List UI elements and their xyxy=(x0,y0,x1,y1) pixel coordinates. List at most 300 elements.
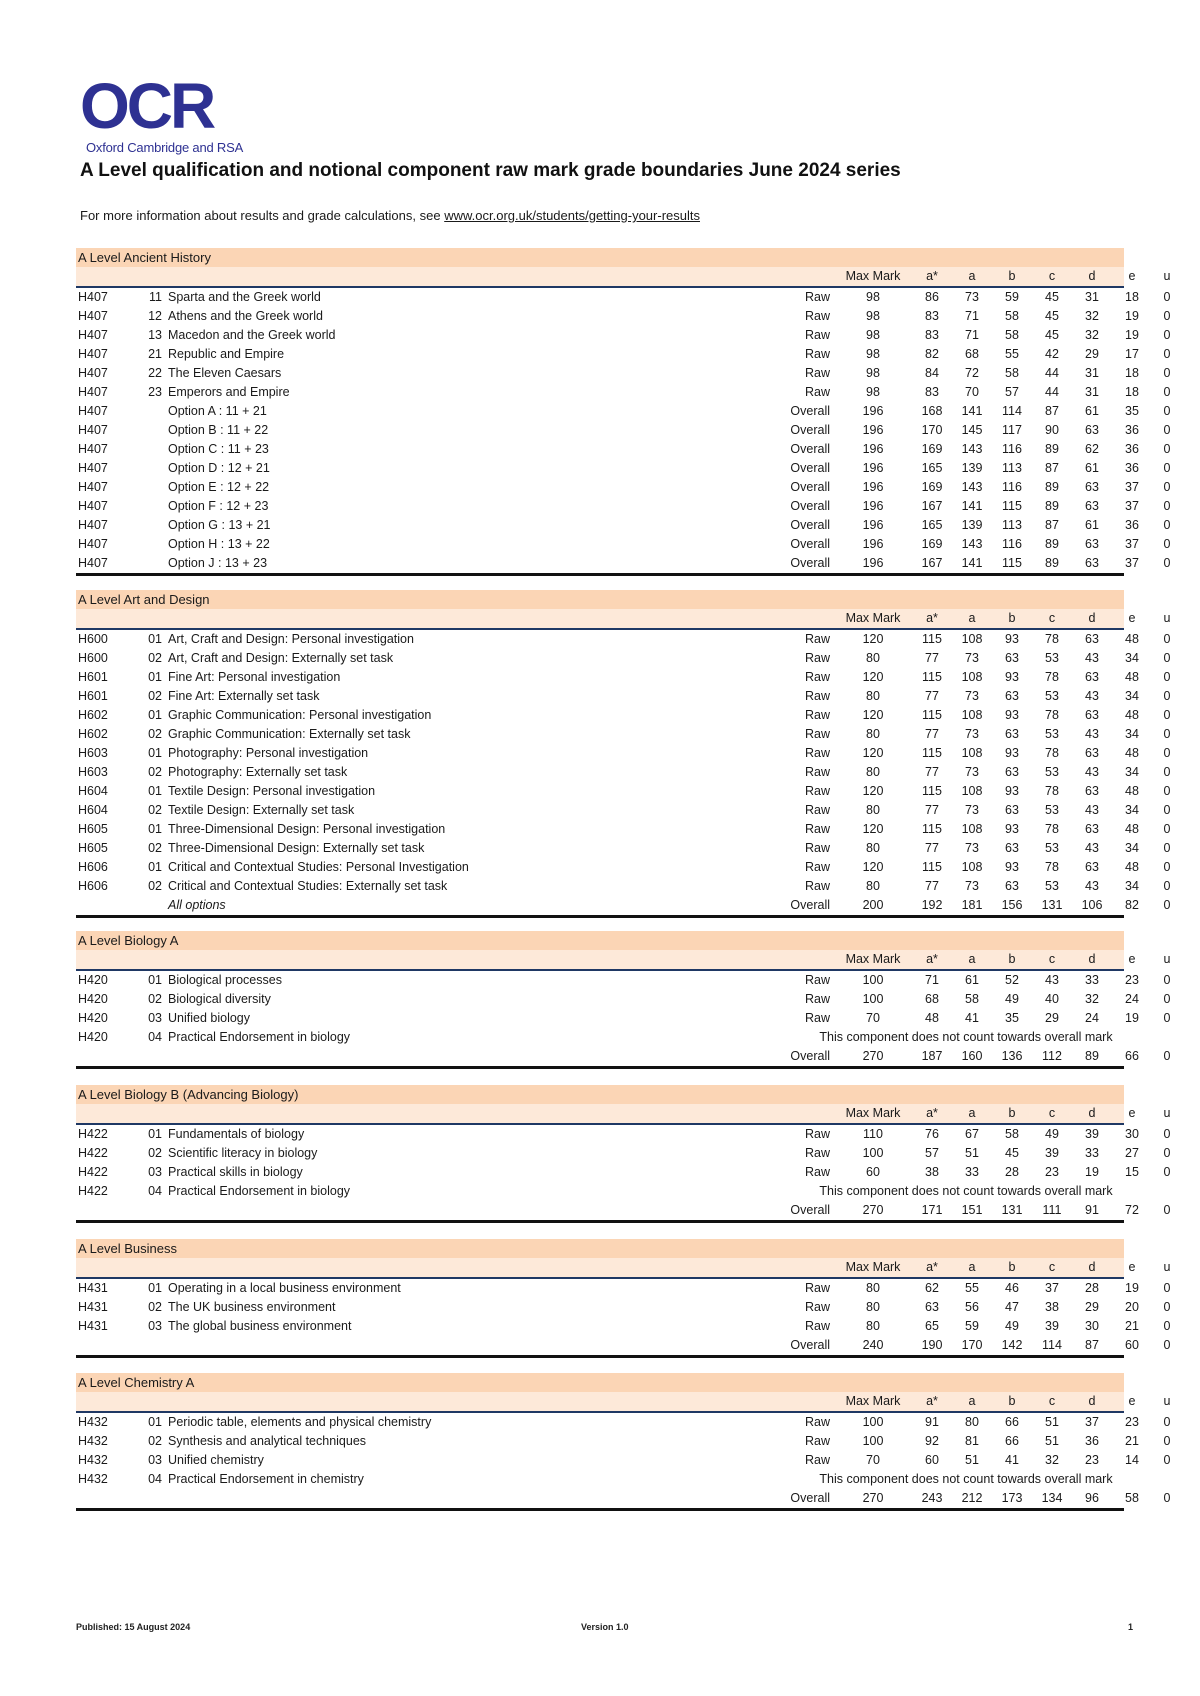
qualification-code: H603 xyxy=(78,746,108,760)
grade-boundary: 89 xyxy=(1045,499,1059,513)
qualification-code: H407 xyxy=(78,366,108,380)
max-mark: 196 xyxy=(862,556,884,570)
grade-boundary: 165 xyxy=(921,518,943,532)
grade-boundary: 60 xyxy=(925,1453,939,1467)
mark-type: Raw xyxy=(804,670,830,684)
grade-boundary: 63 xyxy=(1005,765,1019,779)
table-row xyxy=(76,782,1171,801)
subject-section xyxy=(76,1373,1171,1511)
grade-boundary: 62 xyxy=(1085,442,1099,456)
grade-header: c xyxy=(1048,1394,1056,1408)
grade-boundary: 0 xyxy=(1163,727,1171,741)
grade-header: a* xyxy=(926,1394,938,1408)
qualification-code: H600 xyxy=(78,651,108,665)
component-number: 02 xyxy=(148,1434,162,1448)
grade-boundary: 83 xyxy=(925,309,939,323)
table-row xyxy=(76,649,1171,668)
grade-boundary: 0 xyxy=(1163,499,1171,513)
component-number: 02 xyxy=(148,727,162,741)
grade-header: u xyxy=(1163,611,1171,625)
grade-boundary: 45 xyxy=(1005,1146,1019,1160)
table-row xyxy=(76,1470,1124,1489)
qualification-code: H407 xyxy=(78,556,108,570)
table-row xyxy=(76,1201,1171,1220)
grade-boundary: 73 xyxy=(965,689,979,703)
qualification-code: H432 xyxy=(78,1472,108,1486)
grade-boundary: 34 xyxy=(1125,651,1139,665)
grade-boundary: 115 xyxy=(922,784,942,798)
section-divider xyxy=(76,1355,1124,1358)
qualification-code: H605 xyxy=(78,841,108,855)
grade-boundary: 53 xyxy=(1045,803,1059,817)
grade-boundary: 91 xyxy=(925,1415,939,1429)
mark-type: Overall xyxy=(790,461,830,475)
component-number xyxy=(136,440,162,459)
table-row xyxy=(76,497,1171,516)
grade-boundary: 113 xyxy=(1002,461,1022,475)
component-title: Fine Art: Personal investigation xyxy=(168,670,341,684)
mark-type: Overall xyxy=(790,1338,830,1352)
table-row xyxy=(76,1047,1171,1066)
grade-boundary: 108 xyxy=(961,822,983,836)
mark-type: Overall xyxy=(790,1203,830,1217)
grade-boundary: 89 xyxy=(1045,480,1059,494)
grade-boundary: 41 xyxy=(965,1011,979,1025)
section-divider xyxy=(76,1220,1124,1223)
max-mark: 80 xyxy=(866,879,880,893)
table-row xyxy=(76,744,1171,763)
qualification-code: H407 xyxy=(78,328,108,342)
mark-type: Raw xyxy=(804,689,830,703)
grade-boundary: 108 xyxy=(961,708,983,722)
max-mark: 196 xyxy=(862,480,884,494)
component-number: 02 xyxy=(148,689,162,703)
table-row xyxy=(76,554,1171,573)
grade-boundary: 49 xyxy=(1005,1319,1019,1333)
qualification-code: H407 xyxy=(78,404,108,418)
grade-boundary: 61 xyxy=(1085,518,1099,532)
grade-boundary: 115 xyxy=(922,632,942,646)
grade-boundary: 38 xyxy=(925,1165,939,1179)
grade-boundary: 92 xyxy=(925,1434,939,1448)
grade-boundary: 45 xyxy=(1045,328,1059,342)
grade-boundary: 73 xyxy=(965,803,979,817)
component-number: 02 xyxy=(148,803,162,817)
grade-boundary: 71 xyxy=(965,309,979,323)
component-note: This component does not count towards overall mark xyxy=(819,1030,1113,1044)
grade-header: u xyxy=(1163,269,1171,283)
component-title: Option D : 12 + 21 xyxy=(168,461,270,475)
max-mark-header: Max Mark xyxy=(845,1260,901,1274)
mark-type: Raw xyxy=(804,1281,830,1295)
grade-boundary: 160 xyxy=(961,1049,983,1063)
grade-boundary: 169 xyxy=(921,480,943,494)
qualification-code: H602 xyxy=(78,708,108,722)
qualification-code: H601 xyxy=(78,670,108,684)
mark-type: Raw xyxy=(804,1011,830,1025)
qualification-code: H432 xyxy=(78,1453,108,1467)
grade-boundary: 187 xyxy=(921,1049,943,1063)
grade-boundary: 53 xyxy=(1045,879,1059,893)
subject-section xyxy=(76,590,1171,918)
grade-boundary: 27 xyxy=(1125,1146,1139,1160)
grade-boundary: 44 xyxy=(1045,385,1059,399)
grade-boundary: 114 xyxy=(1042,1338,1062,1352)
component-title: Option G : 13 + 21 xyxy=(168,518,271,532)
max-mark: 70 xyxy=(866,1011,880,1025)
grade-boundary: 32 xyxy=(1085,328,1099,342)
column-header-row xyxy=(76,267,1171,288)
grade-header: u xyxy=(1163,1394,1171,1408)
grade-boundary: 108 xyxy=(961,670,983,684)
mark-type: Overall xyxy=(790,898,830,912)
grade-boundary: 28 xyxy=(1005,1165,1019,1179)
grade-boundary: 31 xyxy=(1085,290,1099,304)
grade-boundary: 73 xyxy=(965,727,979,741)
grade-header: b xyxy=(1008,611,1016,625)
qualification-code: H601 xyxy=(78,689,108,703)
grade-boundary: 59 xyxy=(965,1319,979,1333)
grade-boundary: 63 xyxy=(925,1300,939,1314)
component-number: 02 xyxy=(148,651,162,665)
grade-boundary: 0 xyxy=(1163,366,1171,380)
component-title: Biological processes xyxy=(168,973,282,987)
grade-boundary: 117 xyxy=(1002,423,1022,437)
grade-header: e xyxy=(1128,611,1136,625)
logo-wordmark: OCR xyxy=(80,70,214,142)
ocr-logo xyxy=(80,70,280,155)
component-number: 01 xyxy=(148,708,162,722)
mark-type: Raw xyxy=(804,1165,830,1179)
max-mark: 70 xyxy=(866,1453,880,1467)
grade-boundary: 212 xyxy=(961,1491,983,1505)
qualification-code: H606 xyxy=(78,860,108,874)
grade-boundary: 40 xyxy=(1045,992,1059,1006)
qualification-code: H407 xyxy=(78,537,108,551)
component-number: 04 xyxy=(148,1030,162,1044)
grade-boundary: 48 xyxy=(925,1011,939,1025)
grade-header: c xyxy=(1048,269,1056,283)
table-row xyxy=(76,877,1171,896)
component-title: Practical Endorsement in biology xyxy=(168,1184,351,1198)
grade-boundary: 87 xyxy=(1045,518,1059,532)
grade-header: a* xyxy=(926,269,938,283)
component-number: 21 xyxy=(148,347,162,361)
max-mark: 98 xyxy=(866,347,880,361)
max-mark-header: Max Mark xyxy=(845,952,901,966)
grade-boundary: 34 xyxy=(1125,803,1139,817)
grade-boundary: 65 xyxy=(925,1319,939,1333)
grade-boundary: 151 xyxy=(961,1203,983,1217)
grade-header: c xyxy=(1048,952,1056,966)
component-title: Graphic Communication: Personal investigation xyxy=(168,708,432,722)
section-divider xyxy=(76,573,1124,576)
component-title: Three-Dimensional Design: Externally set task xyxy=(168,841,425,855)
qualification-code: H603 xyxy=(78,765,108,779)
mark-type: Raw xyxy=(804,803,830,817)
subject-section xyxy=(76,248,1171,576)
grade-boundary: 19 xyxy=(1085,1165,1099,1179)
component-number: 01 xyxy=(148,1415,162,1429)
grade-boundary: 0 xyxy=(1163,765,1171,779)
section-title: A Level Chemistry A xyxy=(76,1373,1124,1392)
component-title: Textile Design: Externally set task xyxy=(168,803,355,817)
grade-boundary: 80 xyxy=(965,1415,979,1429)
max-mark: 196 xyxy=(862,537,884,551)
qualification-code: H420 xyxy=(78,1030,108,1044)
grade-header: u xyxy=(1163,952,1171,966)
grade-boundary: 32 xyxy=(1085,992,1099,1006)
qualification-code: H432 xyxy=(78,1434,108,1448)
grade-boundary: 106 xyxy=(1081,898,1103,912)
grade-header: d xyxy=(1088,952,1096,966)
results-link[interactable]: www.ocr.org.uk/students/getting-your-results xyxy=(444,208,700,223)
grade-boundary: 0 xyxy=(1163,708,1171,722)
grade-boundary: 169 xyxy=(921,537,943,551)
grade-boundary: 37 xyxy=(1125,499,1139,513)
component-number xyxy=(136,896,162,915)
mark-type: Raw xyxy=(804,1300,830,1314)
grade-boundary: 57 xyxy=(925,1146,939,1160)
max-mark: 196 xyxy=(862,499,884,513)
component-title: Practical skills in biology xyxy=(168,1165,303,1179)
grade-boundary: 145 xyxy=(961,423,983,437)
grade-boundary: 0 xyxy=(1163,1300,1171,1314)
grade-boundary: 0 xyxy=(1163,556,1171,570)
table-row xyxy=(76,839,1171,858)
grade-boundary: 63 xyxy=(1085,556,1099,570)
qualification-code: H432 xyxy=(78,1415,108,1429)
component-number xyxy=(136,535,162,554)
qualification-code: H407 xyxy=(78,461,108,475)
max-mark: 80 xyxy=(866,765,880,779)
grade-boundary: 63 xyxy=(1085,746,1099,760)
grade-boundary: 115 xyxy=(1002,499,1022,513)
table-row xyxy=(76,1163,1171,1182)
component-number: 13 xyxy=(148,328,162,342)
table-row xyxy=(76,326,1171,345)
component-number xyxy=(136,402,162,421)
mark-type: Overall xyxy=(790,499,830,513)
grade-boundary: 136 xyxy=(1001,1049,1023,1063)
component-number: 03 xyxy=(148,1011,162,1025)
grade-boundary: 20 xyxy=(1125,1300,1139,1314)
max-mark: 98 xyxy=(866,385,880,399)
grade-boundary: 36 xyxy=(1125,423,1139,437)
table-row xyxy=(76,1279,1171,1298)
table-row xyxy=(76,383,1171,402)
grade-boundary: 77 xyxy=(925,765,939,779)
qualification-code: H422 xyxy=(78,1146,108,1160)
grade-boundary: 49 xyxy=(1005,992,1019,1006)
qualification-code: H422 xyxy=(78,1127,108,1141)
grade-boundary: 58 xyxy=(1005,366,1019,380)
subject-section xyxy=(76,931,1171,1069)
grade-boundary: 89 xyxy=(1045,442,1059,456)
component-title: Biological diversity xyxy=(168,992,271,1006)
grade-boundary: 73 xyxy=(965,841,979,855)
grade-boundary: 115 xyxy=(922,708,942,722)
component-title: Option J : 13 + 23 xyxy=(168,556,268,570)
table-row xyxy=(76,535,1171,554)
qualification-code: H600 xyxy=(78,632,108,646)
grade-boundary: 77 xyxy=(925,689,939,703)
component-number: 02 xyxy=(148,992,162,1006)
grade-boundary: 23 xyxy=(1125,1415,1139,1429)
max-mark: 80 xyxy=(866,1319,880,1333)
mark-type: Raw xyxy=(804,784,830,798)
grade-boundary: 53 xyxy=(1045,689,1059,703)
grade-boundary: 34 xyxy=(1125,765,1139,779)
grade-boundary: 15 xyxy=(1125,1165,1139,1179)
qualification-code: H420 xyxy=(78,973,108,987)
max-mark: 196 xyxy=(862,518,884,532)
grade-boundary: 39 xyxy=(1085,1127,1099,1141)
grade-boundary: 142 xyxy=(1001,1338,1023,1352)
max-mark: 120 xyxy=(862,860,884,874)
grade-boundary: 108 xyxy=(961,746,983,760)
grade-boundary: 67 xyxy=(965,1127,979,1141)
mark-type: Raw xyxy=(804,651,830,665)
section-title: A Level Biology A xyxy=(76,931,1124,950)
mark-type: Raw xyxy=(804,765,830,779)
mark-type: Raw xyxy=(804,860,830,874)
mark-type: Raw xyxy=(804,366,830,380)
grade-boundary: 134 xyxy=(1041,1491,1063,1505)
table-row xyxy=(76,1413,1171,1432)
component-number: 03 xyxy=(148,1165,162,1179)
qualification-code: H407 xyxy=(78,423,108,437)
grade-boundary: 33 xyxy=(965,1165,979,1179)
grade-boundary: 93 xyxy=(1005,670,1019,684)
grade-header: e xyxy=(1128,952,1136,966)
table-row xyxy=(76,1144,1171,1163)
grade-boundary: 66 xyxy=(1005,1415,1019,1429)
grade-boundary: 93 xyxy=(1005,860,1019,874)
qualification-code: H407 xyxy=(78,290,108,304)
grade-boundary: 21 xyxy=(1125,1434,1139,1448)
info-line xyxy=(80,208,700,223)
component-number: 11 xyxy=(149,290,162,304)
component-title: Option E : 12 + 22 xyxy=(168,480,270,494)
grade-boundary: 0 xyxy=(1163,404,1171,418)
grade-boundary: 0 xyxy=(1163,1434,1171,1448)
table-row xyxy=(76,1182,1124,1201)
max-mark: 240 xyxy=(862,1338,884,1352)
grade-boundary: 91 xyxy=(1085,1203,1099,1217)
grade-boundary: 61 xyxy=(1085,404,1099,418)
grade-boundary: 78 xyxy=(1045,822,1059,836)
grade-boundary: 70 xyxy=(965,385,979,399)
grade-boundary: 55 xyxy=(1005,347,1019,361)
max-mark: 110 xyxy=(863,1127,883,1141)
grade-boundary: 66 xyxy=(1005,1434,1019,1448)
max-mark: 80 xyxy=(866,651,880,665)
component-title: The UK business environment xyxy=(168,1300,336,1314)
mark-type: Raw xyxy=(804,973,830,987)
grade-boundary: 63 xyxy=(1085,860,1099,874)
grade-boundary: 86 xyxy=(925,290,939,304)
grade-boundary: 84 xyxy=(925,366,939,380)
grade-boundary: 37 xyxy=(1085,1415,1099,1429)
grade-header: a xyxy=(968,611,976,625)
grade-boundary: 46 xyxy=(1005,1281,1019,1295)
component-number: 04 xyxy=(148,1472,162,1486)
qualification-code: H604 xyxy=(78,784,108,798)
mark-type: Overall xyxy=(790,1491,830,1505)
component-title: Option B : 11 + 22 xyxy=(168,423,269,437)
grade-boundary: 68 xyxy=(965,347,979,361)
grade-boundary: 0 xyxy=(1163,803,1171,817)
grade-boundary: 139 xyxy=(961,518,983,532)
grade-boundary: 0 xyxy=(1163,879,1171,893)
table-row xyxy=(76,630,1171,649)
grade-boundary: 63 xyxy=(1005,689,1019,703)
table-row xyxy=(76,1489,1171,1508)
mark-type: Overall xyxy=(790,537,830,551)
grade-boundary: 44 xyxy=(1045,366,1059,380)
grade-boundary: 19 xyxy=(1125,1011,1139,1025)
grade-boundary: 0 xyxy=(1163,898,1171,912)
grade-boundary: 63 xyxy=(1085,822,1099,836)
table-row xyxy=(76,1432,1171,1451)
grade-header: e xyxy=(1128,269,1136,283)
grade-boundary: 78 xyxy=(1045,632,1059,646)
grade-boundary: 53 xyxy=(1045,651,1059,665)
mark-type: Overall xyxy=(790,1049,830,1063)
grade-boundary: 58 xyxy=(1005,1127,1019,1141)
grade-boundary: 32 xyxy=(1085,309,1099,323)
max-mark: 100 xyxy=(862,1434,884,1448)
mark-type: Raw xyxy=(804,822,830,836)
max-mark: 270 xyxy=(862,1491,884,1505)
page-title: A Level qualification and notional component raw mark grade boundaries June 2024 series xyxy=(80,160,901,181)
grade-boundary: 18 xyxy=(1125,366,1139,380)
grade-boundary: 89 xyxy=(1045,556,1059,570)
grade-boundary: 71 xyxy=(965,328,979,342)
max-mark: 120 xyxy=(862,784,884,798)
grade-boundary: 111 xyxy=(1042,1203,1062,1217)
grade-boundary: 63 xyxy=(1085,670,1099,684)
component-number: 23 xyxy=(148,385,162,399)
grade-boundary: 116 xyxy=(1002,537,1022,551)
grade-boundary: 73 xyxy=(965,879,979,893)
grade-boundary: 61 xyxy=(1085,461,1099,475)
grade-boundary: 139 xyxy=(961,461,983,475)
grade-boundary: 72 xyxy=(1125,1203,1139,1217)
component-title: Fundamentals of biology xyxy=(168,1127,305,1141)
component-title: Graphic Communication: Externally set task xyxy=(168,727,411,741)
grade-boundary: 60 xyxy=(1125,1338,1139,1352)
grade-boundary: 58 xyxy=(1005,328,1019,342)
grade-header: d xyxy=(1088,1394,1096,1408)
grade-boundary: 0 xyxy=(1163,1165,1171,1179)
grade-boundary: 0 xyxy=(1163,992,1171,1006)
grade-boundary: 0 xyxy=(1163,1453,1171,1467)
component-number: 01 xyxy=(148,784,162,798)
grade-boundary: 173 xyxy=(1001,1491,1023,1505)
component-number: 02 xyxy=(148,1146,162,1160)
table-row xyxy=(76,1009,1171,1028)
grade-boundary: 89 xyxy=(1045,537,1059,551)
table-row xyxy=(76,763,1171,782)
grade-boundary: 29 xyxy=(1085,1300,1099,1314)
grade-header: u xyxy=(1163,1260,1171,1274)
grade-boundary: 30 xyxy=(1085,1319,1099,1333)
grade-boundary: 38 xyxy=(1045,1300,1059,1314)
grade-header: d xyxy=(1088,1260,1096,1274)
grade-boundary: 71 xyxy=(925,973,939,987)
